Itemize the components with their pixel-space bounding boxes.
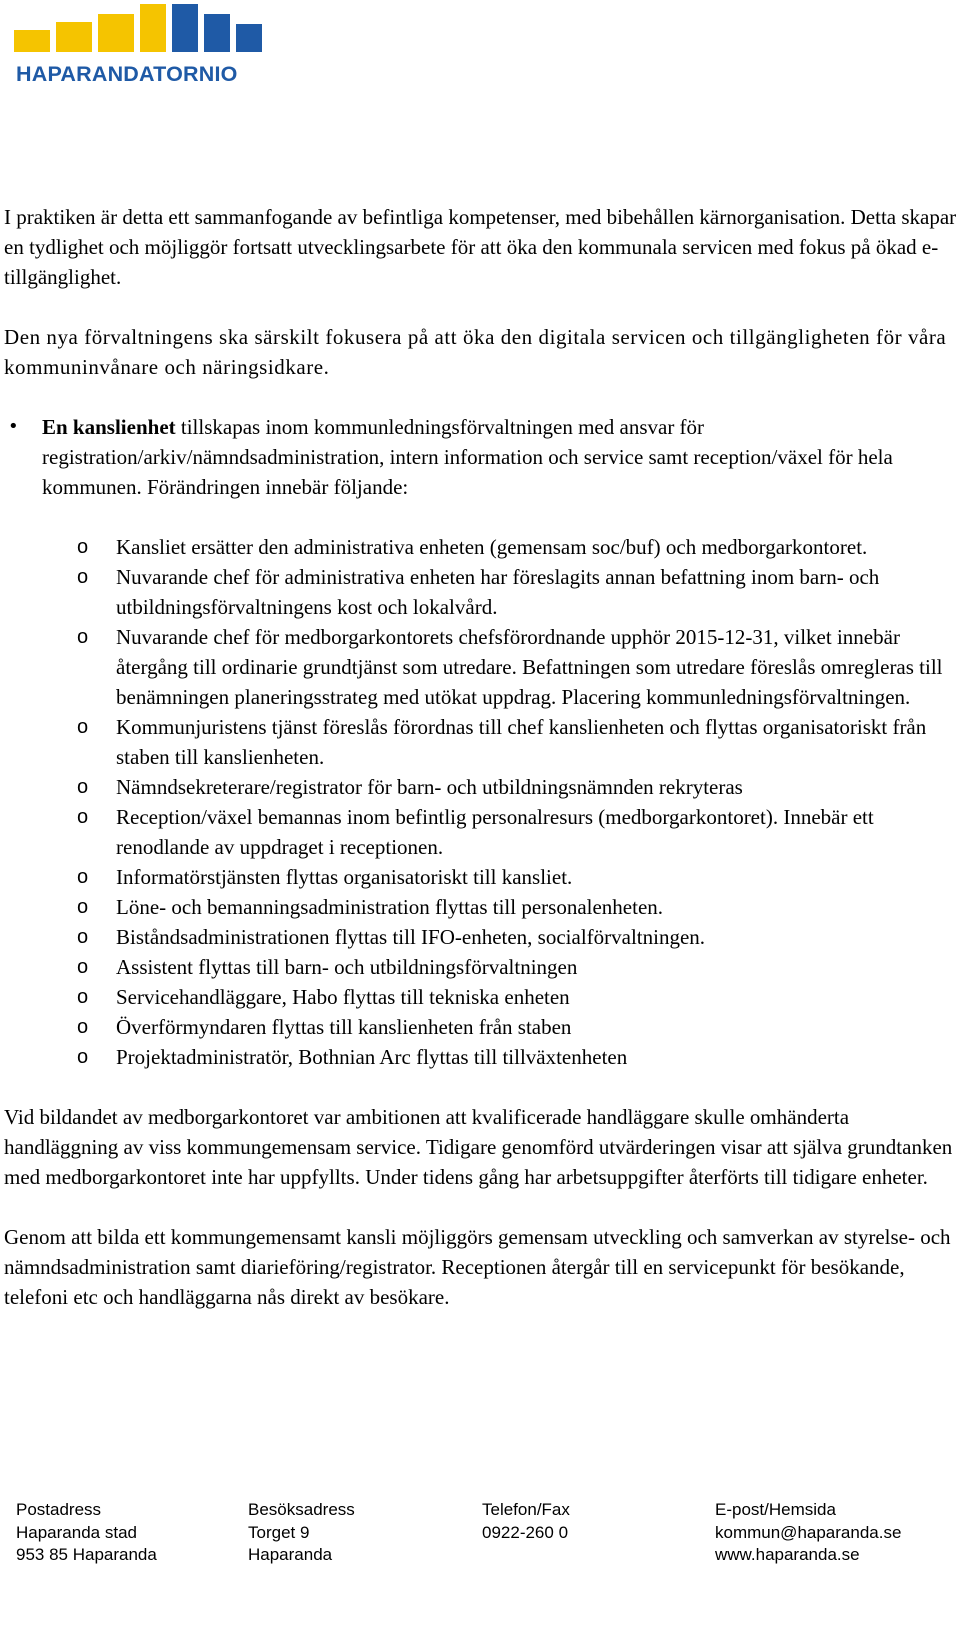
list-item — [4, 622, 960, 712]
list-item — [4, 802, 960, 862]
paragraph-digital-service: Den nya förvaltningens ska särskilt fokusera på att öka den digitala servicen och tillgängligheten för våra kommuninvånare och näringsidkare. — [4, 325, 947, 379]
list-item — [4, 862, 960, 892]
list-item — [4, 982, 960, 1012]
list-marker: o — [77, 776, 89, 798]
list-item-text: Servicehandläggare, Habo flyttas till tekniska enheten — [116, 985, 570, 1009]
list-item-text: Projektadministratör, Bothnian Arc flyttas till tillväxtenheten — [116, 1045, 628, 1069]
bullet-text — [42, 412, 960, 502]
list-marker: o — [77, 566, 89, 588]
logo-text: HAPARANDATORNIO — [16, 62, 238, 86]
bullet-bold-lead: En kanslienhet — [42, 415, 176, 439]
list-marker: o — [77, 926, 89, 948]
list-item-text: Nämndsekreterare/registrator för barn- och utbildningsnämnden rekryteras — [116, 775, 743, 799]
list-item — [4, 712, 960, 772]
haparanda-tornio-logo — [14, 0, 294, 90]
footer-website-link[interactable]: www.haparanda.se — [715, 1545, 860, 1564]
footer-heading: Telefon/Fax — [482, 1500, 570, 1519]
paragraph-medborgarkontoret: Vid bildandet av medborgarkontoret var ambitionen att kvalificerade handläggare skulle omhänderta handläggning av viss kommungemensam service. Tidigare genomförd utvärderingen visar att själva grundtanken med medborgarkontoret inte har uppfyllts. Under tidens gång har arbetsuppgifter återförts till tidigare enheter. — [4, 1105, 953, 1189]
list-item — [4, 562, 960, 622]
document-body — [4, 202, 960, 1312]
list-item-text: Reception/växel bemannas inom befintlig personalresurs (medborgarkontoret). Innebär ett renodlande av uppdraget i receptionen. — [116, 805, 874, 859]
bullet-icon: • — [8, 416, 19, 437]
paragraph-intro: I praktiken är detta ett sammanfogande av befintliga kompetenser, med bibehållen kärnorganisation. Detta skapar en tydlighet och möjliggör fortsatt utvecklingsarbete för att öka den kommunala servicen med fokus på ökad e-tillgänglighet. — [4, 205, 957, 289]
list-item-text: Nuvarande chef för medborgarkontorets chefsförordnande upphör 2015-12-31, vilket innebär återgång till ordinarie grundtjänst som utredare. Befattningen som utredare föreslås omregleras till benämningen planeringsstrateg med utökat uppdrag. Placering kommunledningsförvaltningen. — [116, 625, 943, 709]
footer-line: Torget 9 — [248, 1522, 310, 1542]
list-item-text: Överförmyndaren flyttas till kanslienheten från staben — [116, 1015, 572, 1039]
list-item-text: Nuvarande chef för administrativa enheten har föreslagits annan befattning inom barn- och utbildningsförvaltningens kost och lokalvård. — [116, 565, 880, 619]
footer-email-website — [715, 1499, 901, 1567]
list-marker: o — [77, 716, 89, 738]
list-marker: o — [77, 956, 89, 978]
list-marker: o — [77, 866, 89, 888]
footer-visiting-address — [248, 1499, 355, 1567]
logo-mark-icon — [14, 0, 294, 62]
list-item — [4, 952, 960, 982]
footer-email-link[interactable]: kommun@haparanda.se — [715, 1522, 902, 1542]
list-item — [4, 1012, 960, 1042]
list-item — [4, 922, 960, 952]
footer-heading: Besöksadress — [248, 1500, 355, 1519]
footer-line: 953 85 Haparanda — [16, 1545, 157, 1564]
list-marker: o — [77, 986, 89, 1008]
sub-list — [4, 532, 960, 1072]
bullet-body: tillskapas inom kommunledningsförvaltningen med ansvar för registration/arkiv/nämndsadministration, intern information och service samt reception/växel för hela kommunen. Förändringen innebär följande: — [42, 415, 893, 499]
list-item-text: Löne- och bemanningsadministration flyttas till personalenheten. — [116, 895, 664, 919]
list-item-text: Assistent flyttas till barn- och utbildningsförvaltningen — [116, 955, 578, 979]
footer-heading: Postadress — [16, 1500, 102, 1519]
footer-phone-fax — [482, 1499, 570, 1544]
list-marker: o — [77, 1016, 89, 1038]
bullet-item-kanslienhet — [4, 412, 960, 502]
list-item-text: Informatörstjänsten flyttas organisatoriskt till kansliet. — [116, 865, 573, 889]
list-marker: o — [77, 896, 89, 918]
list-item-text: Biståndsadministrationen flyttas till IFO-enheten, socialförvaltningen. — [116, 925, 706, 949]
footer-line: Haparanda — [248, 1545, 333, 1564]
list-item-text: Kansliet ersätter den administrativa enheten (gemensam soc/buf) och medborgarkontoret. — [116, 535, 868, 559]
footer-postal-address — [16, 1499, 157, 1567]
list-marker: o — [77, 536, 89, 558]
footer-heading: E-post/Hemsida — [715, 1500, 836, 1519]
paragraph-kommungemensamt-kansli: Genom att bilda ett kommungemensamt kansli möjliggörs gemensam utveckling och samverkan av styrelse- och nämndsadministration samt diarieföring/registrator. Receptionen återgår till en servicepunkt för besökande, telefoni etc och handläggarna nås direkt av besökare. — [4, 1225, 951, 1309]
list-item — [4, 1042, 960, 1072]
list-marker: o — [77, 626, 89, 648]
list-item-text: Kommunjuristens tjänst föreslås förordnas till chef kanslienheten och flyttas organisatoriskt från staben till kanslienheten. — [116, 715, 927, 769]
list-marker: o — [77, 806, 89, 828]
list-item — [4, 772, 960, 802]
list-marker: o — [77, 1046, 89, 1068]
list-item — [4, 532, 960, 562]
footer-line: Haparanda stad — [16, 1522, 137, 1542]
footer-line: 0922-260 0 — [482, 1522, 569, 1542]
list-item — [4, 892, 960, 922]
